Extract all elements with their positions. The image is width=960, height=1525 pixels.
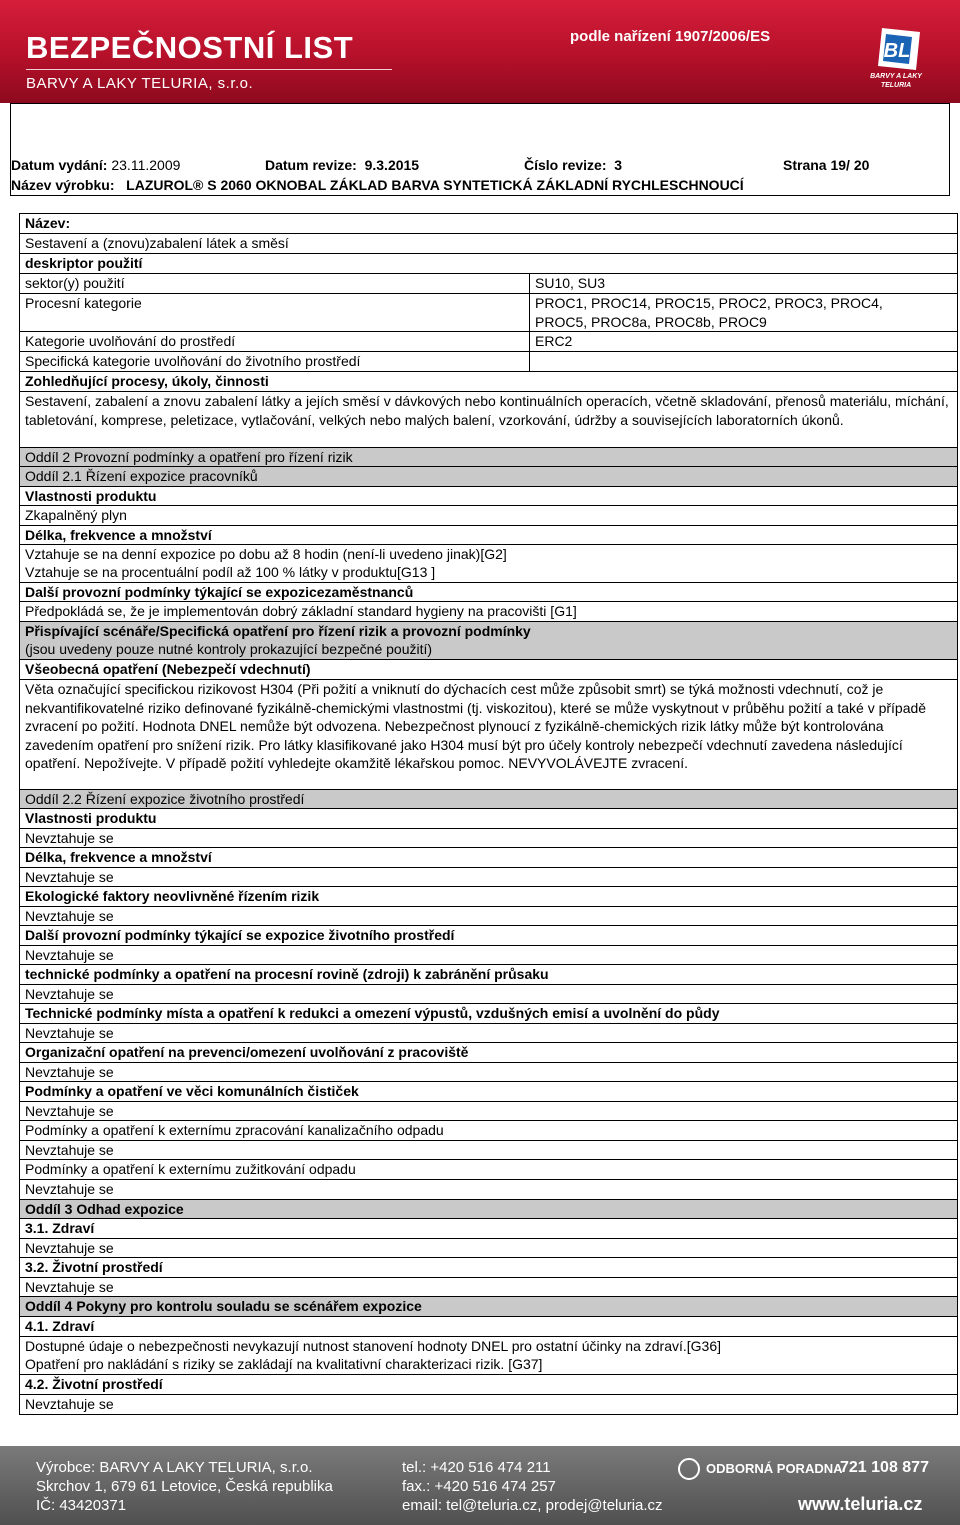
specific-release-row: Specifická kategorie uvolňování do životního prostředí [20, 352, 957, 372]
contributing-heading: Přispívající scénáře/Specifická opatření pro řízení rizik a provozní podmínky [25, 623, 531, 639]
tech-source-heading: technické podmínky a opatření na procesní rovině (zdroji) k zabránění průsaku [20, 965, 957, 985]
general-measures-heading: Všeobecná opatření (Nebezpečí vdechnutí) [20, 660, 957, 680]
section-4-heading: Oddíl 4 Pokyny pro kontrolu souladu se scénářem expozice [20, 1297, 957, 1317]
exposure-scenario-table [19, 213, 958, 1415]
stp-heading: Podmínky a opatření ve věci komunálních čističek [20, 1082, 957, 1102]
revision-number: Číslo revize: 3 [524, 157, 623, 173]
worker-duration-heading: Délka, frekvence a množství [20, 526, 957, 545]
process-category-row [20, 294, 957, 332]
footer-fax: fax.: +420 516 474 257 [402, 1478, 556, 1495]
column-divider [529, 274, 530, 372]
release-category-label: Kategorie uvolňování do prostředí [25, 333, 236, 349]
revision-date: Datum revize: 9.3.2015 [265, 157, 420, 173]
worker-other-heading: Další provozní podmínky týkající se expozicezaměstnanců [20, 583, 957, 602]
tech-site-heading: Technické podmínky místa a opatření k redukci a omezení výpustů, vzdušných emisí a uvolnění do půdy [20, 1004, 957, 1024]
section-4-1-line-1: Dostupné údaje o nebezpečnosti nevykazují nutnost stanovení hodnoty DNEL pro ostatní účinky na zdraví.[G36] [25, 1338, 722, 1354]
header-band [0, 0, 960, 103]
sector-row [20, 274, 957, 294]
product-name: Název výrobku: LAZUROL® S 2060 OKNOBAL ZÁKLAD BARVA SYNTETICKÁ ZÁKLADNÍ RYCHLESCHNOUCÍ [11, 177, 744, 193]
process-category-value-1: PROC1, PROC14, PROC15, PROC2, PROC3, PROC4, [535, 295, 883, 311]
processes-heading: Zohledňující procesy, úkoly, činnosti [20, 372, 957, 392]
header-divider [26, 69, 392, 70]
name-label: Název: [20, 214, 957, 234]
phone-icon [678, 1458, 700, 1480]
logo-caption: BARVY A LAKY TELURIA [870, 73, 922, 89]
worker-props-value: Zkapalněný plyn [20, 506, 957, 526]
footer-address: Skrchov 1, 679 61 Letovice, Česká republika [36, 1478, 333, 1495]
footer-advice-number: 721 108 877 [840, 1459, 929, 1476]
name-value: Sestavení a (znovu)zabalení látek a směsí [20, 234, 957, 254]
section-3-1-value: Nevztahuje se [20, 1239, 957, 1258]
descriptor-heading: deskriptor použití [20, 254, 957, 274]
process-category-label: Procesní kategorie [25, 295, 142, 311]
footer-email[interactable]: email: tel@teluria.cz, prodej@teluria.cz [402, 1497, 663, 1514]
section-2-1-heading: Oddíl 2.1 Řízení expozice pracovníků [20, 467, 957, 487]
env-other-heading: Další provozní podmínky týkající se expozice životního prostředí [20, 926, 957, 946]
footer-ico: IČ: 43420371 [36, 1497, 127, 1514]
footer-band [0, 1446, 960, 1525]
ext-sewage-heading: Podmínky a opatření k externímu zpracování kanalizačního odpadu [20, 1121, 957, 1141]
sector-label: sektor(y) použití [25, 275, 125, 291]
worker-other-value: Předpokládá se, že je implementován dobrý základní standard hygieny na pracovišti [G1] [20, 602, 957, 622]
duration-line-2: Vztahuje se na procentuální podíl až 100 % látky v produktu[G13 ] [25, 564, 436, 580]
header-company: BARVY A LAKY TELURIA, s.r.o. [26, 75, 254, 92]
env-props-heading: Vlastnosti produktu [20, 809, 957, 829]
tech-source-value: Nevztahuje se [20, 985, 957, 1004]
sector-value: SU10, SU3 [535, 275, 606, 291]
page-number: Strana 19/ 20 [783, 157, 870, 173]
contributing-scenarios [20, 622, 957, 660]
worker-props-heading: Vlastnosti produktu [20, 487, 957, 506]
org-measures-heading: Organizační opatření na prevenci/omezení uvolňování z pracoviště [20, 1043, 957, 1063]
issue-date: Datum vydání: 23.11.2009 [11, 157, 181, 173]
env-props-value: Nevztahuje se [20, 829, 957, 848]
eco-factors-value: Nevztahuje se [20, 907, 957, 926]
section-2-heading: Oddíl 2 Provozní podmínky a opatření pro řízení rizik [20, 448, 957, 467]
release-category-row [20, 332, 957, 352]
process-category-value-2: PROC5, PROC8a, PROC8b, PROC9 [535, 314, 767, 330]
section-4-2-value: Nevztahuje se [25, 1396, 114, 1412]
ext-waste-heading: Podmínky a opatření k externímu zužitkování odpadu [20, 1160, 957, 1180]
org-measures-value: Nevztahuje se [20, 1063, 957, 1082]
section-4-2-heading: 4.2. Životní prostředí [20, 1375, 957, 1395]
contributing-subheading: (jsou uvedeny pouze nutné kontroly prokazující bezpečné použití) [25, 641, 433, 657]
section-3-heading: Oddíl 3 Odhad expozice [20, 1200, 957, 1219]
ext-sewage-value: Nevztahuje se [20, 1141, 957, 1160]
section-3-2-heading: 3.2. Životní prostředí [20, 1258, 957, 1278]
section-2-2-heading: Oddíl 2.2 Řízení expozice životního prostředí [20, 790, 957, 809]
document-title: BEZPEČNOSTNÍ LIST [26, 30, 354, 65]
eco-factors-heading: Ekologické faktory neovlivněné řízením rizik [20, 887, 957, 907]
footer-website[interactable]: www.teluria.cz [798, 1494, 923, 1514]
ext-waste-value: Nevztahuje se [20, 1180, 957, 1200]
release-category-value: ERC2 [535, 333, 573, 349]
section-3-2-value: Nevztahuje se [20, 1278, 957, 1297]
env-other-value: Nevztahuje se [20, 946, 957, 965]
section-4-1-values [20, 1337, 957, 1375]
tech-site-value: Nevztahuje se [20, 1024, 957, 1043]
footer-advice-label: ODBORNÁ PORADNA [706, 1461, 843, 1476]
section-4-1-heading: 4.1. Zdraví [20, 1317, 957, 1337]
footer-maker: Výrobce: BARVY A LAKY TELURIA, s.r.o. [36, 1459, 313, 1476]
section-4-1-line-2: Opatření pro nakládání s riziky se zakládají na kvalitativní charakterizaci rizik. [G37] [25, 1356, 543, 1372]
processes-text: Sestavení, zabalení a znovu zabalení látky a jejích směsí v dávkových nebo kontinuálních operacích, včetně skladování, přenosů materiálu, míchání, tabletování, komprese, peletizace, vytlačování, velkých nebo malých balení, vzorkování, údržby a souvisejících laboratorních úkonů. [20, 392, 957, 448]
worker-duration-values [20, 545, 957, 583]
general-measures-text: Věta označující specifickou rizikovost H304 (Při požití a vniknutí do dýchacích cest může způsobit smrt) se týká možnosti vdechnutí, což je nekvantifikovatelné riziko definované fyzikálně-chemickými vlastnostmi (tj. viskozitou), které se může vyskytnout v průběhu požití a také v případě zvracení po požití. Hodnota DNEL nemůže být odvozena. Nebezpečnost plynoucí z fyzikálně-chemických rizik látky může být kontrolována zavedením opatření pro snížení rizik. Pro látky klasifikované jako H304 musí být pro účely kontroly nebezpečí vdechnutí zavedena následující opatření. Nepožívejte. V případě požití vyhledejte okamžitě lékařskou pomoc. NEVYVOLÁVEJTE zvracení. [20, 680, 957, 790]
header-regulation: podle nařízení 1907/2006/ES [570, 28, 771, 45]
env-duration-heading: Délka, frekvence a množství [20, 848, 957, 868]
svg-text:BL: BL [883, 40, 911, 62]
env-duration-value: Nevztahuje se [20, 868, 957, 887]
stp-value: Nevztahuje se [20, 1102, 957, 1121]
duration-line-1: Vztahuje se na denní expozice po dobu až 8 hodin (není-li uvedeno jinak)[G2] [25, 546, 507, 562]
footer-tel: tel.: +420 516 474 211 [402, 1459, 551, 1476]
section-3-1-heading: 3.1. Zdraví [20, 1219, 957, 1239]
